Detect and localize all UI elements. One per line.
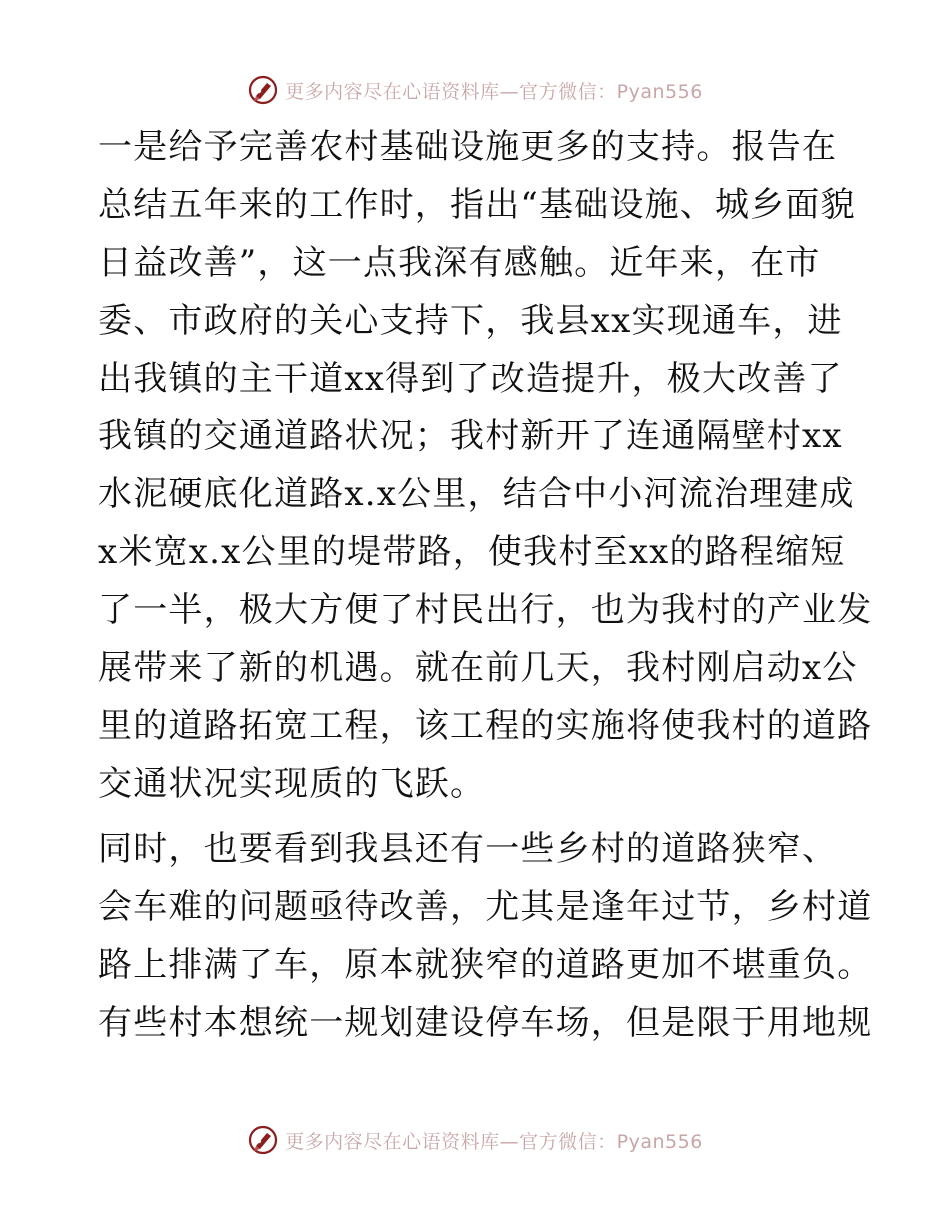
paragraph-line: 委、市政府的关心支持下，我县xx实现通车，进 [98, 300, 843, 341]
paragraph-line: 有些村本想统一规划建设停车场，但是限于用地规 [98, 1002, 873, 1043]
paragraph-line: 展带来了新的机遇。就在前几天，我村刚启动x公 [98, 648, 858, 689]
paragraph-line: 总结五年来的工作时，指出“基础设施、城乡面貌 [98, 184, 856, 225]
paragraph-line: 同时，也要看到我县还有一些乡村的道路狭窄、 [98, 829, 838, 869]
paragraph-line: 水泥硬底化道路x.x公里，结合中小河流治理建成 [98, 474, 855, 515]
paragraph-line: 出我镇的主干道xx得到了改造提升，极大改善了 [98, 358, 843, 399]
header-banner[interactable] [0, 72, 950, 108]
paragraph-line: 路上排满了车，原本就狭窄的道路更加不堪重负。 [98, 944, 873, 985]
paragraph-line: 里的道路拓宽工程，该工程的实施将使我村的道路 [98, 705, 873, 746]
paragraph-1 [98, 119, 873, 814]
paragraph-line: 日益改善”，这一点我深有感触。近年来，在市 [98, 242, 821, 283]
paragraph-line: 交通状况实现质的飞跃。 [98, 763, 486, 804]
footer-banner-text: 更多内容尽在心语资料库—官方微信：Pyan556 [285, 1130, 703, 1153]
footer-banner[interactable] [0, 1122, 950, 1158]
paragraph-line: x米宽x.x公里的堤带路，使我村至xx的路程缩短 [98, 532, 846, 573]
paragraph-line: 会车难的问题亟待改善，尤其是逢年过节，乡村道 [98, 886, 873, 927]
pen-logo-icon [247, 74, 279, 106]
paragraph-line: 一是给予完善农村基础设施更多的支持。报告在 [98, 127, 838, 167]
paragraph-line: 我镇的交通道路状况；我村新开了连通隔壁村xx [98, 416, 843, 457]
paragraph-line: 了一半，极大方便了村民出行，也为我村的产业发 [98, 590, 873, 631]
header-banner-text: 更多内容尽在心语资料库—官方微信：Pyan556 [285, 80, 703, 103]
pen-logo-icon [247, 1124, 279, 1156]
paragraph-2 [98, 821, 873, 1053]
